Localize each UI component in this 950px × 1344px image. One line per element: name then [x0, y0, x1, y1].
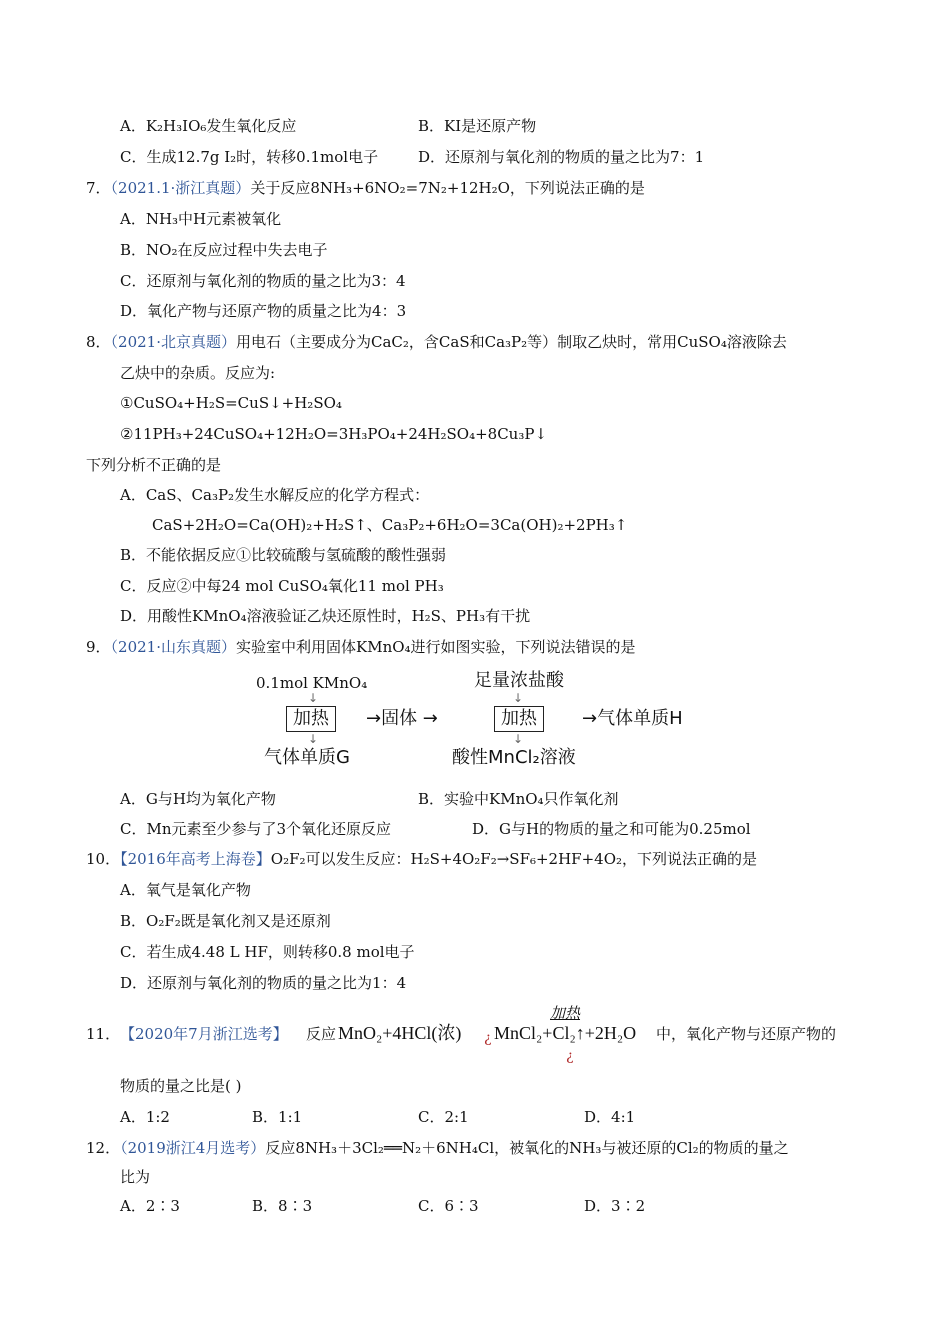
q10-option-b: B．O₂F₂既是氧化剂又是还原剂 [120, 912, 331, 930]
q7-option-b: B．NO₂在反应过程中失去电子 [120, 241, 328, 259]
q9-option-a: A．G与H均为氧化产物 [120, 790, 276, 808]
q7-option-d: D．氧化产物与还原产物的质量之比为4：3 [120, 302, 407, 320]
question-text-post: 中，氧化产物与还原产物的 [656, 1025, 837, 1043]
question-number: 9． [86, 638, 111, 656]
diagram-input-hcl: 足量浓盐酸 [474, 670, 564, 691]
diagram-input-kmno4: 0.1mol KMnO₄ [256, 674, 368, 692]
q8-reaction-1: ①CuSO₄+H₂S=CuS↓+H₂SO₄ [120, 394, 342, 412]
question-source: （2019浙江4月选考） [120, 1139, 266, 1157]
q8-option-a-equation: CaS+2H₂O=Ca(OH)₂+H₂S↑、Ca₃P₂+6H₂O=3Ca(OH)₂+2PH₃↑ [152, 516, 628, 534]
question-text: 用电石（主要成分为CaC₂，含CaS和Ca₃P₂等）制取乙炔时，常用CuSO₄溶液除去 [236, 333, 787, 351]
q12-option-d: D．3∶2 [584, 1197, 646, 1215]
q10-option-c: C．若生成4.48 L HF，则转移0.8 mol电子 [120, 943, 415, 961]
q7-option-c: C．还原剂与氧化剂的物质的量之比为3：4 [120, 272, 406, 290]
question-text: 反应8NH₃＋3Cl₂══N₂＋6NH₄Cl，被氧化的NH₃与被还原的Cl₂的物质的量之 [265, 1139, 789, 1157]
question-text: 关于反应8NH₃+6NO₂=7N₂+12H₂O，下列说法正确的是 [250, 179, 645, 197]
diagram-solid-step: →固体 → [366, 708, 438, 729]
question-source: 【2016年高考上海卷】 [120, 850, 271, 868]
question-source: （2021.1·浙江真题） [110, 179, 251, 197]
q11-equation-left: MnO₂+4HCl(浓) [338, 1023, 462, 1043]
q10-stem [86, 849, 757, 869]
q11-equation-right: MnCl₂+Cl₂↑+2H₂O [494, 1023, 637, 1043]
q9-option-d: D．G与H的物质的量之和可能为0.25mol [472, 820, 751, 838]
q8-stem-line2: 乙炔中的杂质。反应为: [120, 364, 276, 382]
q11-garbled-mark: ¿ [566, 1048, 574, 1064]
q8-reaction-2: ②11PH₃+24CuSO₄+12H₂O=3H₃PO₄+24H₂SO₄+8Cu₃P↓ [120, 425, 548, 443]
question-source: 【2020年7月浙江选考】 [120, 1025, 288, 1043]
q12-option-c: C．6∶3 [418, 1197, 479, 1215]
diagram-gas-g: 气体单质G [264, 747, 350, 768]
q10-option-d: D．还原剂与氧化剂的物质的量之比为1：4 [120, 974, 407, 992]
q11-stem-line2: 物质的量之比是( ) [120, 1077, 242, 1095]
diagram-heat-box-2: 加热 [494, 706, 544, 732]
question-source: （2021·北京真题） [110, 333, 236, 351]
question-number: 11． [86, 1025, 121, 1043]
q11-option-b: B．1:1 [252, 1108, 303, 1126]
q11-option-a: A．1:2 [120, 1108, 170, 1126]
q7-option-a: A．NH₃中H元素被氧化 [120, 210, 282, 228]
diagram-heat-box-1: 加热 [286, 706, 336, 732]
q12-option-a: A．2∶3 [120, 1197, 180, 1215]
q8-ask: 下列分析不正确的是 [86, 456, 222, 474]
question-text: O₂F₂可以发生反应：H₂S+4O₂F₂→SF₆+2HF+4O₂，下列说法正确的是 [270, 850, 758, 868]
arrow-down-icon: ↓ [308, 732, 319, 746]
q7-stem [86, 178, 645, 198]
q6-option-c: C．生成12.7g I₂时，转移0.1mol电子 [120, 148, 379, 166]
q11-garbled-mark: ¿ [484, 1030, 492, 1046]
q6-option-a: A．K₂H₃IO₆发生氧化反应 [120, 117, 297, 135]
q10-option-a: A．氧气是氧化产物 [120, 881, 251, 899]
question-number: 10． [86, 850, 121, 868]
q9-stem [86, 637, 636, 657]
q8-option-b: B．不能依据反应①比较硫酸与氢硫酸的酸性强弱 [120, 546, 447, 564]
question-number: 12． [86, 1139, 121, 1157]
q11-option-d: D．4:1 [584, 1108, 636, 1126]
question-number: 7． [86, 179, 111, 197]
q11-option-c: C．2:1 [418, 1108, 469, 1126]
q6-option-b: B．KI是还原产物 [418, 117, 537, 135]
q11-heat-condition: 加热 [550, 1006, 581, 1022]
q6-option-d: D．还原剂与氧化剂的物质的量之比为7：1 [418, 148, 705, 166]
arrow-down-icon: ↓ [308, 691, 319, 705]
question-source: （2021·山东真题） [110, 638, 236, 656]
q8-option-c: C．反应②中每24 mol CuSO₄氧化11 mol PH₃ [120, 577, 444, 595]
diagram-gas-h: →气体单质H [582, 708, 683, 729]
question-number: 8． [86, 333, 111, 351]
question-text: 实验室中利用固体KMnO₄进行如图实验，下列说法错误的是 [236, 638, 636, 656]
q12-option-b: B．8∶3 [252, 1197, 313, 1215]
q8-option-a: A．CaS、Ca₃P₂发生水解反应的化学方程式： [120, 486, 430, 504]
q9-option-c: C．Mn元素至少参与了3个氧化还原反应 [120, 820, 392, 838]
q12-stem [86, 1138, 789, 1158]
q12-stem-line2: 比为 [120, 1168, 151, 1186]
question-text-pre: 反应 [306, 1025, 337, 1043]
arrow-down-icon: ↓ [513, 732, 524, 746]
q9-option-b: B．实验中KMnO₄只作氧化剂 [418, 790, 619, 808]
arrow-down-icon: ↓ [513, 691, 524, 705]
q8-stem [86, 332, 787, 352]
q8-option-d: D．用酸性KMnO₄溶液验证乙炔还原性时，H₂S、PH₃有干扰 [120, 607, 531, 625]
diagram-mncl2-solution: 酸性MnCl₂溶液 [452, 747, 576, 768]
